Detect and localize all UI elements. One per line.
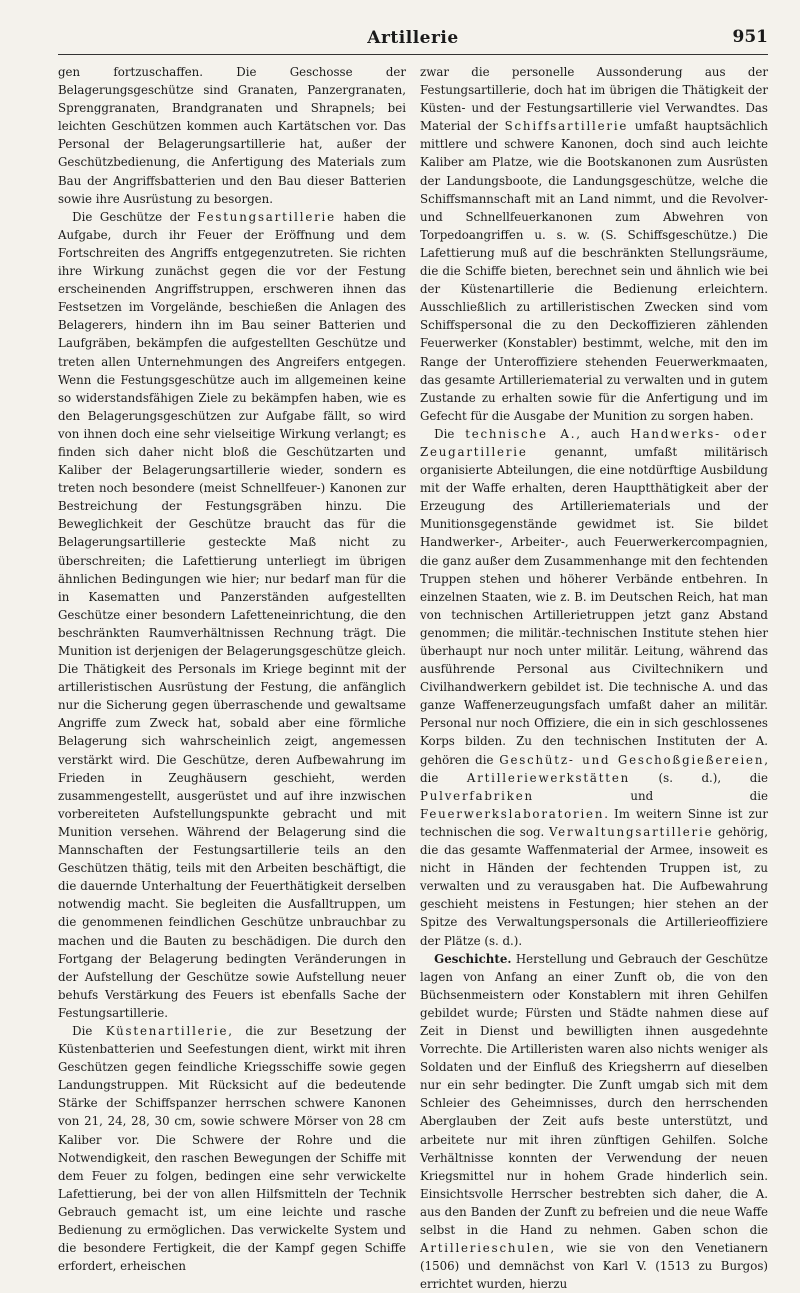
term-giessereien: Geschütz- und Geschoßgießereien — [499, 752, 765, 767]
term-schiffsartillerie: Schiffsartillerie — [504, 119, 629, 134]
term-verwaltungsartillerie: Verwaltungsartillerie — [548, 824, 714, 839]
term-feuerwerkslaboratorien: Feuerwerkslaboratorien — [420, 806, 605, 821]
left-column — [58, 63, 406, 1274]
paragraph-schiffsartillerie: zwar die personelle Aussonderung aus der Festungsartillerie, doch hat im übrigen die Thätigkeit der Küsten- und der Festungsartillerie viel Verwandtes. Das Material der Schiffsartillerie umfaßt hauptsächlich mittlere und schwere Kanonen, doch sind auch leichte Kaliber am Platze, wie die Bootskanonen zum Ausrüsten der Landungsboote, die Landungsgeschütze, welche die Schiffsmannschaft mit an Land nimmt, und die Revolver- und Schnellfeuerkanonen zum Abwehren von Torpedoangriffen u. s. w. (S. Schiffsgeschütze.) Die Lafettierung muß auf die beschränkten Stellungsräume, die die Schiffe bieten, berechnet sein und ähnlich wie bei der Küstenartillerie die Bedienung erleichtern. Ausschließlich zu artilleristischen Zwecken sind vom Schiffspersonal die zu den Deckoffizieren zählenden Feuerwerker (Konstabler) bestimmt, welche, mit den im Range der Unteroffiziere stehenden Feuerwerkmaaten, das gesamte Artilleriematerial zu verwalten und in gutem Zustande zu erhalten sowie für die Anfertigung und im Gefecht für die Ausgabe der Munition zu sorgen haben. — [420, 65, 768, 423]
paragraph-festungsartillerie: Die Geschütze der Festungsartillerie haben die Aufgabe, durch ihr Feuer der Eröffnung und dem Fortschreiten des Angriffs entgegenzutreten. Sie richten ihre Wirkung zunächst gegen die vor der Festung erscheinenden Angriffstruppen, erschweren ihnen das Festsetzen im Vorgelände, beschießen die Anlagen des Belagerers, hindern ihn im Bau seiner Batterien und Laufgräben, bekämpfen die aufgestellten Geschütze und treten allen Unternehmungen des Angreifers entgegen. Wenn die Festungsgeschütze auch im allgemeinen keine so widerstandsfähigen Ziele zu bekämpfen haben, wie es den Belagerungsgeschützen zur Aufgabe fällt, so wird von ihnen doch eine sehr vielseitige Wirkung verlangt; es finden sich daher nicht bloß die Geschützarten und Kaliber der Belagerungsartillerie wieder, sondern es treten noch besondere (meist Schnellfeuer-) Kanonen zur Bestreichung der Festungsgräben hinzu. Die Beweglichkeit der Geschütze braucht das für die Belagerungsartillerie gesteckte Maß nicht zu überschreiten; die Lafettierung unterliegt im übrigen ähnlichen Bedingungen wie hier; nur bedarf man für die in Kasematten und Panzerständen aufgestellten Geschütze einer besondern Lafetteneinrichtung, die den beschränkten Raumverhältnissen Rechnung trägt. Die Munition ist derjenigen der Belagerungsgeschütze gleich. Die Thätigkeit des Personals im Kriege beginnt mit der artilleristischen Ausrüstung der Festung, die anfänglich nur die Sicherung gegen überraschende und gewaltsame Angriffe zum Zweck hat, sobald aber eine förmliche Belagerung sich wahrscheinlich zeigt, angemessen verstärkt wird. Die Geschütze, deren Aufbewahrung im Frieden in Zeughäusern geschieht, werden zusammengestellt, ausgerüstet und auf ihre inzwischen vorbereiteten Aufstellungspunkte gebracht und mit Munition versehen. Während der Belagerung sind die Mannschaften der Festungsartillerie teils an den Geschützen thätig, teils mit den Arbeiten beschäftigt, die die dauernde Unterhaltung der Feuerthätigkeit derselben notwendig macht. Sie begleiten die Ausfalltruppen, um die genommenen feindlichen Geschütze unbrauchbar zu machen und die Bauten zu beschädigen. Die durch den Fortgang der Belagerung bedingten Veränderungen in der Aufstellung der Geschütze sowie Aufstellung neuer behufs Verstärkung des Feuers ist ebenfalls Sache der Festungsartillerie. — [58, 209, 406, 1020]
term-pulverfabriken: Pulverfabriken — [420, 788, 534, 803]
text-columns — [58, 63, 768, 1292]
term-handwerksartillerie: Handwerks- oder Zeugartillerie — [420, 426, 768, 459]
page-number: 951 — [732, 27, 768, 47]
term-werkstaetten: Artilleriewerkstätten — [466, 770, 631, 785]
term-festungsartillerie: Festungsartillerie — [197, 209, 336, 224]
term-kuestenartillerie: Küstenartillerie — [105, 1023, 229, 1038]
paragraph-belagerungsartillerie-end: gen fortzuschaffen. Die Geschosse der Belagerungsgeschütze sind Granaten, Panzergranaten, Sprenggranaten, Brandgranaten und Shrapnels; bei leichten Geschützen kommen auch Kartätschen vor. Das Personal der Belagerungsartillerie hat, außer der Geschützbedienung, die Anfertigung des Materials zum Bau der Angriffsbatterien und den Bau dieser Batterien sowie ihre Ausrüstung zu besorgen. — [58, 65, 406, 206]
paragraph-geschichte: Geschichte. Herstellung und Gebrauch der Geschütze lagen von Anfang an einer Zunft ob, die von den Büchsenmeistern oder Konstablern mit ihren Gehilfen gebildet wurde; Fürsten und Städte nahmen diese auf Zeit in Dienst und bewilligten ihnen ausgedehnte Vorrechte. Die Artilleristen waren also nichts weniger als Soldaten und der Einfluß des Kriegsherrn auf dieselben nur ein sehr bedingter. Die Zunft umgab sich mit dem Schleier des Geheimnisses, durch den herrschenden Aberglauben der Zeit aufs beste unterstützt, und arbeitete nur mit ihren zünftigen Gehilfen. Solche Verhältnisse konnten der Verwendung der neuen Kriegsmittel nur in hohem Grade hinderlich sein. Einsichtsvolle Herrscher bestrebten sich daher, die A. aus den Banden der Zunft zu befreien und die neue Waffe selbst in die Hand zu nehmen. Gaben schon die Artillerieschulen, wie sie von den Venetianern (1506) und demnächst von Karl V. (1513 zu Burgos) errichtet wurden, hierzu — [420, 951, 768, 1292]
term-technische-a: technische A. — [465, 426, 577, 441]
running-title: Artillerie — [367, 28, 459, 48]
section-heading-geschichte: Geschichte. — [434, 951, 512, 966]
right-column — [420, 63, 768, 1292]
page-header — [58, 26, 768, 55]
term-artillerieschulen: Artillerieschulen — [420, 1241, 551, 1256]
paragraph-technische-artillerie: Die technische A., auch Handwerks- oder Zeugartillerie genannt, umfaßt militärisch organisierte Abteilungen, die eine notdürftige Ausbildung mit der Waffe erhalten, deren Hauptthätigkeit aber der Erzeugung des Artilleriematerials und der Munitionsgegenstände gewidmet ist. Sie bildet Handwerker-, Arbeiter-, auch Feuerwerkercompagnien, die ganz außer dem Zusammenhange mit den fechtenden Truppen stehen und höherer Verbände entbehren. In einzelnen Staaten, wie z. B. im Deutschen Reich, hat man von technischen Artillerietruppen jetzt ganz Abstand genommen; die militär.-technischen Institute stehen hier überhaupt nur noch unter militär. Leitung, während das ausführende Personal aus Civiltechnikern und Civilhandwerkern gebildet ist. Die technische A. und das ganze Waffenerzeugungsfach umfaßt daher an militär. Personal nur noch Offiziere, die ein in sich geschlossenes Korps bilden. Zu den technischen Instituten der A. gehören die Geschütz- und Geschoßgießereien, die Artilleriewerkstätten (s. d.), die Pulverfabriken und die Feuerwerkslaboratorien. Im weitern Sinne ist zur technischen die sog. Verwaltungsartillerie gehörig, die das gesamte Waffenmaterial der Armee, insoweit es nicht in Händen der fechtenden Truppen ist, zu verwalten und zu verausgaben hat. Die Aufbewahrung geschieht meistens in Festungen; hier stehen an der Spitze des Verwaltungspersonals die Artillerieoffiziere der Plätze (s. d.). — [420, 426, 768, 948]
paragraph-kuestenartillerie: Die Küstenartillerie, die zur Besetzung der Küstenbatterien und Seefestungen dient, wirkt mit ihren Geschützen gegen feindliche Kriegsschiffe sowie gegen Landungstruppen. Mit Rücksicht auf die bedeutende Stärke der Schiffspanzer herrschen schwere Kanonen von 21, 24, 28, 30 cm, sowie schwere Mörser von 28 cm Kaliber vor. Die Schwere der Rohre und die Notwendigkeit, den raschen Bewegungen der Schiffe mit dem Feuer zu folgen, bedingen eine sehr verwickelte Lafettierung, bei der von allen Hilfsmitteln der Technik Gebrauch gemacht ist, um eine leichte und rasche Bedienung zu ermöglichen. Das verwickelte System und die besondere Fertigkeit, die der Kampf gegen Schiffe erfordert, erheischen — [58, 1023, 406, 1274]
